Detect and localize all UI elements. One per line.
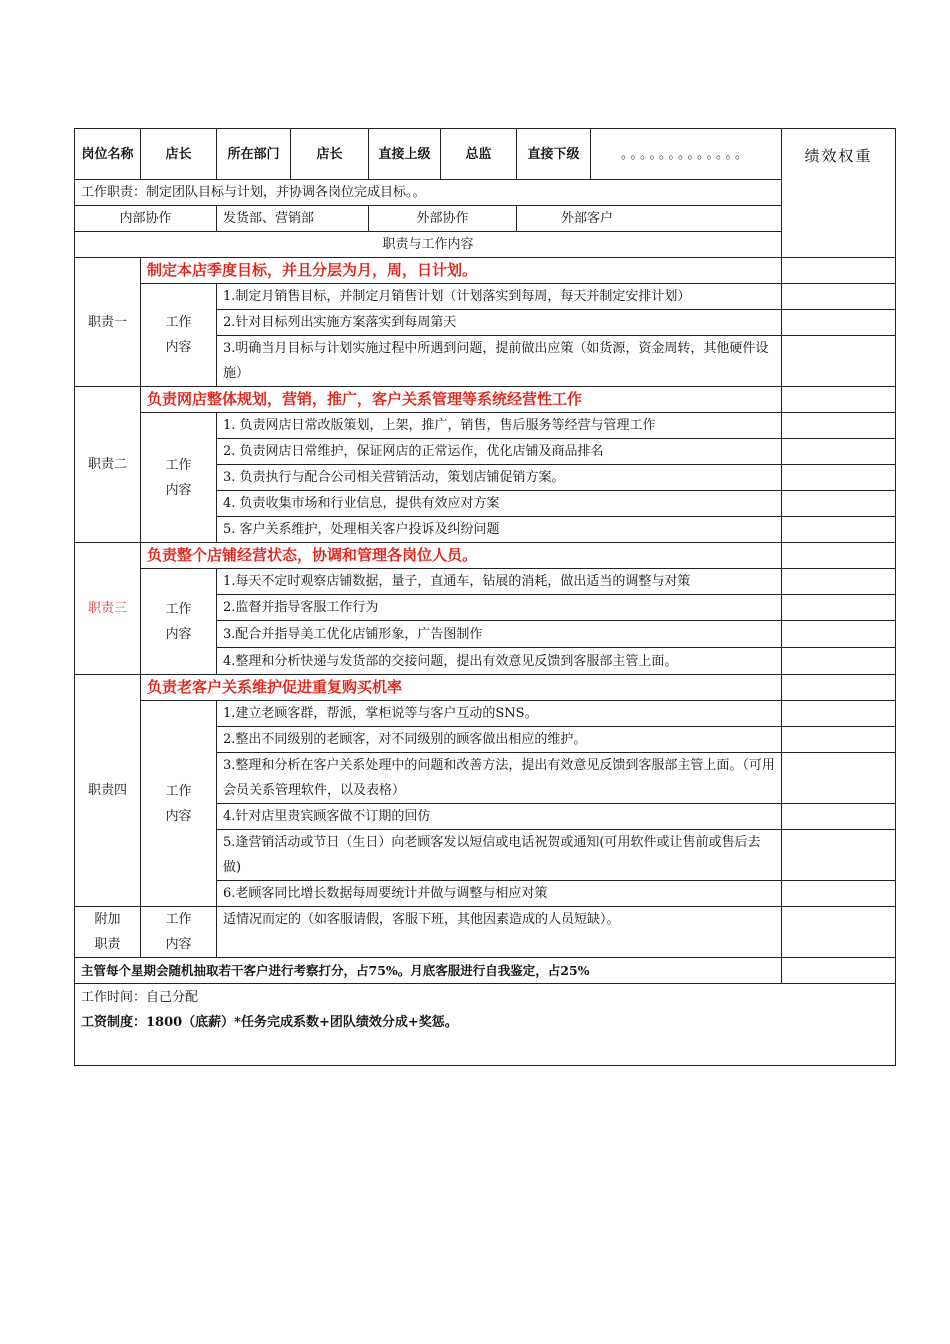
duty-3-work-label: 工作内容 xyxy=(141,569,217,675)
superior-value: 总监 xyxy=(441,129,517,180)
duty-3-label: 职责三 xyxy=(75,543,141,675)
duty-1-item-1-weight xyxy=(782,284,896,310)
duty-4-item-1-weight xyxy=(782,701,896,727)
duty-2-item-1-weight xyxy=(782,413,896,439)
evaluation-text: 主管每个星期会随机抽取若干客户进行考察打分，占75%。月底客服进行自我鉴定，占25% xyxy=(75,958,782,984)
duty-3-item-4: 4.整理和分析快递与发货部的交接问题，提出有效意见反馈到客服部主管上面。 xyxy=(217,648,782,675)
duty-2-label: 职责二 xyxy=(75,387,141,543)
duty-1-label: 职责一 xyxy=(75,258,141,387)
duty-3-item-1: 1.每天不定时观察店铺数据，量子，直通车，钻展的消耗，做出适当的调整与对策 xyxy=(217,569,782,595)
dept-value: 店长 xyxy=(291,129,369,180)
duty-2-item-4: 4. 负责收集市场和行业信息，提供有效应对方案 xyxy=(217,491,782,517)
duty-4-item-4: 4.针对店里贵宾顾客做不订期的回仿 xyxy=(217,804,782,830)
duty-2-weight xyxy=(782,387,896,413)
duty-4-item-2: 2.整出不同级别的老顾客，对不同级别的顾客做出相应的维护。 xyxy=(217,727,782,753)
duty-4-item-2-weight xyxy=(782,727,896,753)
external-collab-value: 外部客户 xyxy=(517,206,782,232)
duty-4-item-5-weight xyxy=(782,830,896,881)
duty-2-item-3: 3. 负责执行与配合公司相关营销活动，策划店铺促销方案。 xyxy=(217,465,782,491)
duty-4-weight xyxy=(782,675,896,701)
section-title-row xyxy=(75,232,896,258)
duty-4-title: 负责老客户关系维护促进重复购买机率 xyxy=(141,675,782,701)
duty-3-item-4-weight xyxy=(782,648,896,675)
duty-4-item-6-weight xyxy=(782,881,896,907)
collab-row xyxy=(75,206,896,232)
extra-work-label: 工作内容 xyxy=(141,907,217,958)
duty-1-item-2-weight xyxy=(782,310,896,336)
duty-2-item-5-weight xyxy=(782,517,896,543)
duty-3-title: 负责整个店铺经营状态，协调和管理各岗位人员。 xyxy=(141,543,782,569)
job-duty-row xyxy=(75,180,896,206)
evaluation-weight xyxy=(782,958,896,984)
extra-duty-content: 适情况而定的（如客服请假，客服下班，其他因素造成的人员短缺）。 xyxy=(217,907,782,958)
duty-4-item-6: 6.老顾客同比增长数据每周要统计并做与调整与相应对策 xyxy=(217,881,782,907)
job-description-table xyxy=(74,128,896,1066)
extra-duty-label: 附加职责 xyxy=(75,907,141,958)
duty-3-item-3-weight xyxy=(782,621,896,648)
duty-1-weight xyxy=(782,258,896,284)
duty-3-weight xyxy=(782,543,896,569)
duty-4-item-5: 5.逢营销活动或节日（生日）向老顾客发以短信或电话祝贺或通知(可用软件或让售前或售后去做) xyxy=(217,830,782,881)
duty-1-item-3-weight xyxy=(782,336,896,387)
duty-1-work-label: 工作内容 xyxy=(141,284,217,387)
duty-4-item-4-weight xyxy=(782,804,896,830)
internal-collab-value: 发货部、营销部 xyxy=(217,206,369,232)
duty-2-item-2: 2. 负责网店日常维护，保证网店的正常运作，优化店铺及商品排名 xyxy=(217,439,782,465)
position-label: 岗位名称 xyxy=(75,129,141,180)
duty-2-title: 负责网店整体规划，营销，推广，客户关系管理等系统经营性工作 xyxy=(141,387,782,413)
duty-2-item-3-weight xyxy=(782,465,896,491)
duty-4-item-3-weight xyxy=(782,753,896,804)
duty-2-work-label: 工作内容 xyxy=(141,413,217,543)
duty-4-label: 职责四 xyxy=(75,675,141,907)
internal-collab-label: 内部协作 xyxy=(75,206,217,232)
job-duty-text: 工作职责：制定团队目标与计划，并协调各岗位完成目标。。 xyxy=(75,180,782,206)
section-title: 职责与工作内容 xyxy=(75,232,782,258)
external-collab-label: 外部协作 xyxy=(369,206,517,232)
superior-label: 直接上级 xyxy=(369,129,441,180)
subordinate-label: 直接下级 xyxy=(517,129,591,180)
salary-system: 工资制度：1800（底薪）*任务完成系数+团队绩效分成+奖惩。 xyxy=(81,1015,458,1030)
duty-2-item-1: 1. 负责网店日常改版策划，上架，推广，销售，售后服务等经营与管理工作 xyxy=(217,413,782,439)
position-value: 店长 xyxy=(141,129,217,180)
duty-1-item-3: 3.明确当月目标与计划实施过程中所遇到问题，提前做出应策（如货源，资金周转，其他硬件设施） xyxy=(217,336,782,387)
dept-label: 所在部门 xyxy=(217,129,291,180)
duty-2-item-2-weight xyxy=(782,439,896,465)
duty-1-item-2: 2.针对目标列出实施方案落实到每周第天 xyxy=(217,310,782,336)
duty-1-title: 制定本店季度目标，并且分层为月，周，日计划。 xyxy=(141,258,782,284)
duty-3-item-2-weight xyxy=(782,595,896,621)
duty-3-item-3: 3.配合并指导美工优化店铺形象，广告图制作 xyxy=(217,621,782,648)
duty-4-item-1: 1.建立老顾客群，帮派，掌柜说等与客户互动的SNS。 xyxy=(217,701,782,727)
duty-2-item-4-weight xyxy=(782,491,896,517)
subordinate-value: 。。。。。。。。。。。。。 xyxy=(591,129,782,180)
duty-3-item-1-weight xyxy=(782,569,896,595)
duty-4-item-3: 3.整理和分析在客户关系处理中的问题和改善方法，提出有效意见反馈到客服部主管上面。（可用会员关系管理软件，以及表格） xyxy=(217,753,782,804)
duty-1-item-1: 1.制定月销售目标，并制定月销售计划（计划落实到每周，每天并制定安排计划） xyxy=(217,284,782,310)
duty-4-work-label: 工作内容 xyxy=(141,701,217,907)
duty-2-item-5: 5. 客户关系维护，处理相关客户投诉及纠纷问题 xyxy=(217,517,782,543)
extra-duty-weight xyxy=(782,907,896,958)
perf-weight-label: 绩效权重 xyxy=(782,129,896,258)
header-row xyxy=(75,129,896,180)
work-time: 工作时间：自己分配 xyxy=(81,990,199,1005)
duty-3-item-2: 2.监督并指导客服工作行为 xyxy=(217,595,782,621)
footer-cell xyxy=(75,984,896,1066)
